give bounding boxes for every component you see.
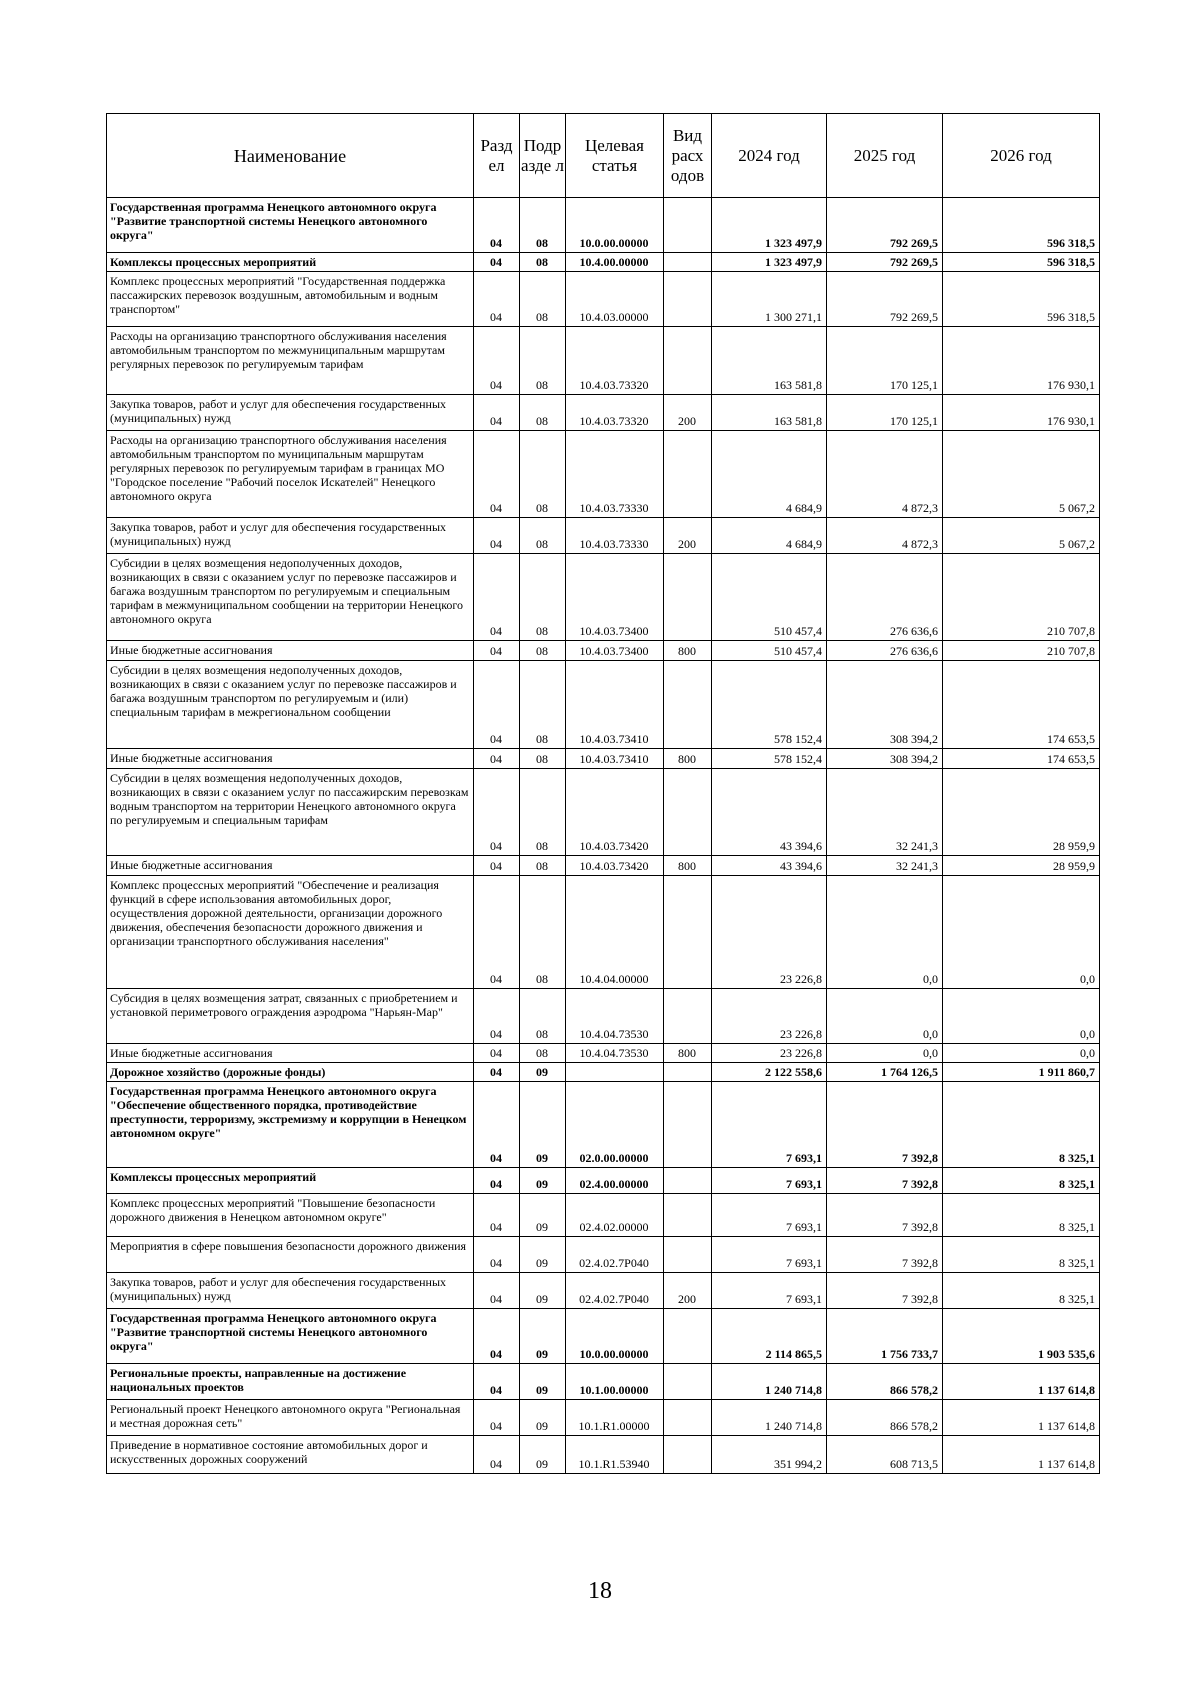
row-razdel: 04 [474,198,520,253]
row-target-article: 10.4.03.73330 [566,518,664,554]
row-expense-type [664,554,712,641]
table-row [107,749,1100,769]
row-expense-type [664,1063,712,1082]
row-amount-2024: 7 693,1 [712,1237,827,1273]
row-amount-2025: 276 636,6 [827,554,943,641]
row-name: Закупка товаров, работ и услуг для обеспечения государственных (муниципальных) нужд [107,518,474,554]
row-target-article: 10.4.03.73400 [566,554,664,641]
table-row [107,1168,1100,1194]
row-amount-2026: 8 325,1 [943,1194,1100,1237]
table-row [107,1309,1100,1364]
header-year-2024: 2024 год [712,114,827,198]
row-razdel: 04 [474,1436,520,1474]
row-amount-2026: 174 653,5 [943,661,1100,749]
row-podrazdel: 08 [520,856,566,876]
row-target-article: 10.1.R1.00000 [566,1400,664,1436]
row-podrazdel: 09 [520,1194,566,1237]
row-amount-2025: 866 578,2 [827,1400,943,1436]
row-target-article: 10.4.04.73530 [566,989,664,1044]
row-expense-type: 200 [664,1273,712,1309]
header-expense-type: Вид расх одов [664,114,712,198]
row-podrazdel: 08 [520,749,566,769]
row-amount-2024: 578 152,4 [712,661,827,749]
row-name: Региональный проект Ненецкого автономного округа "Региональная и местная дорожная сеть" [107,1400,474,1436]
row-expense-type [664,253,712,272]
row-razdel: 04 [474,749,520,769]
row-amount-2025: 792 269,5 [827,272,943,327]
row-amount-2026: 1 137 614,8 [943,1400,1100,1436]
row-target-article: 10.4.03.73320 [566,395,664,431]
row-amount-2026: 0,0 [943,989,1100,1044]
table-row [107,327,1100,395]
table-row [107,1044,1100,1063]
row-name: Комплекс процессных мероприятий "Повышение безопасности дорожного движения в Ненецком автономном округе" [107,1194,474,1237]
row-amount-2026: 210 707,8 [943,641,1100,661]
row-podrazdel: 08 [520,661,566,749]
row-razdel: 04 [474,327,520,395]
table-row [107,1436,1100,1474]
header-name: Наименование [107,114,474,198]
table-row [107,272,1100,327]
row-amount-2026: 28 959,9 [943,856,1100,876]
row-amount-2025: 0,0 [827,876,943,989]
row-name: Иные бюджетные ассигнования [107,641,474,661]
row-amount-2025: 170 125,1 [827,395,943,431]
row-target-article: 10.0.00.00000 [566,1309,664,1364]
row-target-article: 10.4.03.73420 [566,856,664,876]
row-expense-type [664,431,712,518]
row-expense-type [664,1436,712,1474]
row-amount-2024: 7 693,1 [712,1194,827,1237]
row-razdel: 04 [474,395,520,431]
row-target-article: 02.4.02.7Р040 [566,1273,664,1309]
row-name: Государственная программа Ненецкого автономного округа "Развитие транспортной системы Ненецкого автономного округа" [107,198,474,253]
row-target-article: 10.4.03.73320 [566,327,664,395]
row-amount-2025: 0,0 [827,989,943,1044]
table-row [107,395,1100,431]
table-row [107,876,1100,989]
row-amount-2024: 7 693,1 [712,1168,827,1194]
row-podrazdel: 08 [520,554,566,641]
table-row [107,1237,1100,1273]
row-amount-2026: 8 325,1 [943,1168,1100,1194]
table-row [107,1082,1100,1168]
row-name: Дорожное хозяйство (дорожные фонды) [107,1063,474,1082]
row-target-article: 10.4.03.73410 [566,661,664,749]
row-razdel: 04 [474,1364,520,1400]
row-razdel: 04 [474,641,520,661]
row-amount-2025: 792 269,5 [827,253,943,272]
row-amount-2024: 4 684,9 [712,518,827,554]
row-razdel: 04 [474,1237,520,1273]
row-target-article: 10.1.00.00000 [566,1364,664,1400]
row-amount-2024: 163 581,8 [712,395,827,431]
table-row [107,1194,1100,1237]
table-row [107,641,1100,661]
row-amount-2026: 5 067,2 [943,431,1100,518]
row-target-article: 10.4.00.00000 [566,253,664,272]
row-name: Комплекс процессных мероприятий "Государственная поддержка пассажирских перевозок воздушным, автомобильным и водным транспортом" [107,272,474,327]
header-year-2025: 2025 год [827,114,943,198]
row-razdel: 04 [474,769,520,856]
row-amount-2024: 1 323 497,9 [712,253,827,272]
row-amount-2025: 32 241,3 [827,856,943,876]
header-podrazdel: Подр азде л [520,114,566,198]
row-amount-2024: 578 152,4 [712,749,827,769]
row-podrazdel: 08 [520,253,566,272]
table-row [107,554,1100,641]
row-target-article: 10.4.03.00000 [566,272,664,327]
table-row [107,1063,1100,1082]
row-name: Государственная программа Ненецкого автономного округа "Обеспечение общественного порядка, противодействие преступности, терроризму, экстремизму и коррупции в Ненецком автономном округе" [107,1082,474,1168]
row-amount-2026: 176 930,1 [943,395,1100,431]
row-amount-2025: 7 392,8 [827,1168,943,1194]
row-expense-type [664,1309,712,1364]
row-name: Расходы на организацию транспортного обслуживания населения автомобильным транспортом по межмуниципальным маршрутам регулярных перевозок по регулируемым тарифам [107,327,474,395]
row-podrazdel: 09 [520,1082,566,1168]
row-expense-type: 200 [664,518,712,554]
row-amount-2025: 1 764 126,5 [827,1063,943,1082]
row-name: Субсидии в целях возмещения недополученных доходов, возникающих в связи с оказанием услуг по пассажирским перевозкам водным транспортом на территории Ненецкого автономного округа по регулируемым и специальным тарифам [107,769,474,856]
row-podrazdel: 09 [520,1273,566,1309]
row-amount-2025: 7 392,8 [827,1194,943,1237]
row-razdel: 04 [474,253,520,272]
row-amount-2024: 2 122 558,6 [712,1063,827,1082]
budget-table [106,113,1100,1474]
row-expense-type [664,198,712,253]
row-name: Иные бюджетные ассигнования [107,856,474,876]
row-amount-2025: 0,0 [827,1044,943,1063]
row-podrazdel: 08 [520,518,566,554]
row-amount-2024: 23 226,8 [712,876,827,989]
row-target-article: 10.4.04.73530 [566,1044,664,1063]
row-amount-2025: 866 578,2 [827,1364,943,1400]
row-podrazdel: 08 [520,641,566,661]
row-amount-2026: 1 903 535,6 [943,1309,1100,1364]
row-expense-type [664,327,712,395]
row-amount-2026: 0,0 [943,876,1100,989]
row-amount-2026: 596 318,5 [943,198,1100,253]
row-podrazdel: 08 [520,395,566,431]
row-razdel: 04 [474,554,520,641]
row-razdel: 04 [474,876,520,989]
row-podrazdel: 08 [520,989,566,1044]
header-year-2026: 2026 год [943,114,1100,198]
row-amount-2025: 1 756 733,7 [827,1309,943,1364]
row-amount-2024: 2 114 865,5 [712,1309,827,1364]
row-amount-2024: 1 323 497,9 [712,198,827,253]
row-expense-type: 800 [664,856,712,876]
row-amount-2026: 174 653,5 [943,749,1100,769]
row-expense-type [664,1237,712,1273]
row-podrazdel: 09 [520,1400,566,1436]
header-razdel: Разд ел [474,114,520,198]
row-amount-2026: 0,0 [943,1044,1100,1063]
row-name: Закупка товаров, работ и услуг для обеспечения государственных (муниципальных) нужд [107,395,474,431]
row-target-article: 10.1.R1.53940 [566,1436,664,1474]
row-amount-2026: 176 930,1 [943,327,1100,395]
row-name: Иные бюджетные ассигнования [107,749,474,769]
table-row [107,253,1100,272]
budget-table-container [106,113,1099,1474]
row-razdel: 04 [474,1400,520,1436]
row-target-article: 10.0.00.00000 [566,198,664,253]
row-target-article: 02.4.00.00000 [566,1168,664,1194]
row-target-article: 10.4.03.73420 [566,769,664,856]
row-expense-type: 800 [664,749,712,769]
row-amount-2026: 1 911 860,7 [943,1063,1100,1082]
row-amount-2025: 308 394,2 [827,749,943,769]
row-amount-2025: 170 125,1 [827,327,943,395]
row-podrazdel: 09 [520,1168,566,1194]
row-amount-2026: 596 318,5 [943,253,1100,272]
row-podrazdel: 08 [520,327,566,395]
table-row [107,431,1100,518]
row-razdel: 04 [474,1044,520,1063]
row-amount-2024: 43 394,6 [712,856,827,876]
row-name: Приведение в нормативное состояние автомобильных дорог и искусственных дорожных сооружений [107,1436,474,1474]
row-name: Региональные проекты, направленные на достижение национальных проектов [107,1364,474,1400]
table-row [107,1364,1100,1400]
row-name: Иные бюджетные ассигнования [107,1044,474,1063]
row-name: Закупка товаров, работ и услуг для обеспечения государственных (муниципальных) нужд [107,1273,474,1309]
row-podrazdel: 09 [520,1309,566,1364]
row-amount-2026: 1 137 614,8 [943,1364,1100,1400]
row-amount-2026: 5 067,2 [943,518,1100,554]
row-razdel: 04 [474,431,520,518]
row-razdel: 04 [474,272,520,327]
row-razdel: 04 [474,1082,520,1168]
row-name: Комплексы процессных мероприятий [107,253,474,272]
row-amount-2024: 23 226,8 [712,989,827,1044]
row-expense-type [664,1194,712,1237]
table-body [107,198,1100,1474]
row-razdel: 04 [474,1194,520,1237]
row-name: Мероприятия в сфере повышения безопасности дорожного движения [107,1237,474,1273]
row-razdel: 04 [474,1309,520,1364]
row-expense-type: 200 [664,395,712,431]
row-amount-2024: 7 693,1 [712,1273,827,1309]
row-expense-type [664,876,712,989]
row-target-article: 10.4.03.73330 [566,431,664,518]
row-amount-2024: 351 994,2 [712,1436,827,1474]
row-amount-2026: 8 325,1 [943,1273,1100,1309]
row-amount-2025: 32 241,3 [827,769,943,856]
row-amount-2024: 1 240 714,8 [712,1400,827,1436]
table-row [107,769,1100,856]
row-target-article: 02.0.00.00000 [566,1082,664,1168]
row-amount-2024: 4 684,9 [712,431,827,518]
row-podrazdel: 09 [520,1364,566,1400]
row-razdel: 04 [474,989,520,1044]
row-target-article: 10.4.03.73410 [566,749,664,769]
row-razdel: 04 [474,856,520,876]
row-name: Субсидия в целях возмещения затрат, связанных с приобретением и установкой периметрового ограждения аэродрома "Нарьян-Мар" [107,989,474,1044]
row-razdel: 04 [474,1063,520,1082]
row-amount-2024: 163 581,8 [712,327,827,395]
row-target-article [566,1063,664,1082]
row-amount-2024: 23 226,8 [712,1044,827,1063]
row-podrazdel: 09 [520,1237,566,1273]
row-amount-2025: 7 392,8 [827,1273,943,1309]
row-amount-2024: 1 300 271,1 [712,272,827,327]
header-target-article: Целевая статья [566,114,664,198]
row-name: Субсидии в целях возмещения недополученных доходов, возникающих в связи с оказанием услуг по перевозке пассажиров и багажа воздушным транспортом по регулируемым и (или) специальным тарифам в межрегиональном сообщении [107,661,474,749]
row-target-article: 02.4.02.7Р040 [566,1237,664,1273]
row-amount-2025: 308 394,2 [827,661,943,749]
row-amount-2024: 7 693,1 [712,1082,827,1168]
table-row [107,989,1100,1044]
row-expense-type: 800 [664,641,712,661]
table-row [107,198,1100,253]
row-podrazdel: 09 [520,1063,566,1082]
row-podrazdel: 08 [520,198,566,253]
row-amount-2025: 4 872,3 [827,518,943,554]
table-header-row [107,114,1100,198]
row-amount-2024: 510 457,4 [712,641,827,661]
row-expense-type [664,1168,712,1194]
row-expense-type: 800 [664,1044,712,1063]
row-expense-type [664,1364,712,1400]
row-amount-2026: 28 959,9 [943,769,1100,856]
row-amount-2025: 7 392,8 [827,1082,943,1168]
row-name: Комплексы процессных мероприятий [107,1168,474,1194]
table-row [107,1400,1100,1436]
row-amount-2025: 7 392,8 [827,1237,943,1273]
row-podrazdel: 08 [520,1044,566,1063]
row-amount-2026: 8 325,1 [943,1082,1100,1168]
row-target-article: 10.4.04.00000 [566,876,664,989]
row-amount-2026: 1 137 614,8 [943,1436,1100,1474]
table-row [107,661,1100,749]
table-row [107,1273,1100,1309]
row-amount-2025: 792 269,5 [827,198,943,253]
row-podrazdel: 08 [520,272,566,327]
row-podrazdel: 08 [520,876,566,989]
row-podrazdel: 09 [520,1436,566,1474]
row-amount-2025: 4 872,3 [827,431,943,518]
row-expense-type [664,1082,712,1168]
row-podrazdel: 08 [520,769,566,856]
row-amount-2024: 1 240 714,8 [712,1364,827,1400]
row-name: Субсидии в целях возмещения недополученных доходов, возникающих в связи с оказанием услуг по перевозке пассажиров и багажа воздушным транспортом по регулируемым и специальным тарифам в межмуниципальном сообщении на территории Ненецкого автономного округа [107,554,474,641]
row-target-article: 02.4.02.00000 [566,1194,664,1237]
table-row [107,518,1100,554]
row-expense-type [664,661,712,749]
row-name: Комплекс процессных мероприятий "Обеспечение и реализация функций в сфере использования автомобильных дорог, осуществления дорожной деятельности, организации дорожного движения, обеспечения безопасности дорожного движения и организации транспортного обслуживания населения" [107,876,474,989]
row-target-article: 10.4.03.73400 [566,641,664,661]
row-amount-2026: 210 707,8 [943,554,1100,641]
row-expense-type [664,272,712,327]
row-razdel: 04 [474,661,520,749]
row-expense-type [664,1400,712,1436]
row-expense-type [664,989,712,1044]
row-amount-2026: 8 325,1 [943,1237,1100,1273]
row-amount-2024: 510 457,4 [712,554,827,641]
row-razdel: 04 [474,1168,520,1194]
row-podrazdel: 08 [520,431,566,518]
row-amount-2026: 596 318,5 [943,272,1100,327]
row-amount-2024: 43 394,6 [712,769,827,856]
row-name: Государственная программа Ненецкого автономного округа "Развитие транспортной системы Ненецкого автономного округа" [107,1309,474,1364]
row-amount-2025: 608 713,5 [827,1436,943,1474]
row-expense-type [664,769,712,856]
row-amount-2025: 276 636,6 [827,641,943,661]
page-number: 18 [588,1578,612,1604]
row-razdel: 04 [474,518,520,554]
table-row [107,856,1100,876]
row-razdel: 04 [474,1273,520,1309]
row-name: Расходы на организацию транспортного обслуживания населения автомобильным транспортом по муниципальным маршрутам регулярных перевозок по регулируемым тарифам в границах МО "Городское поселение "Рабочий поселок Искателей" Ненецкого автономного округа [107,431,474,518]
